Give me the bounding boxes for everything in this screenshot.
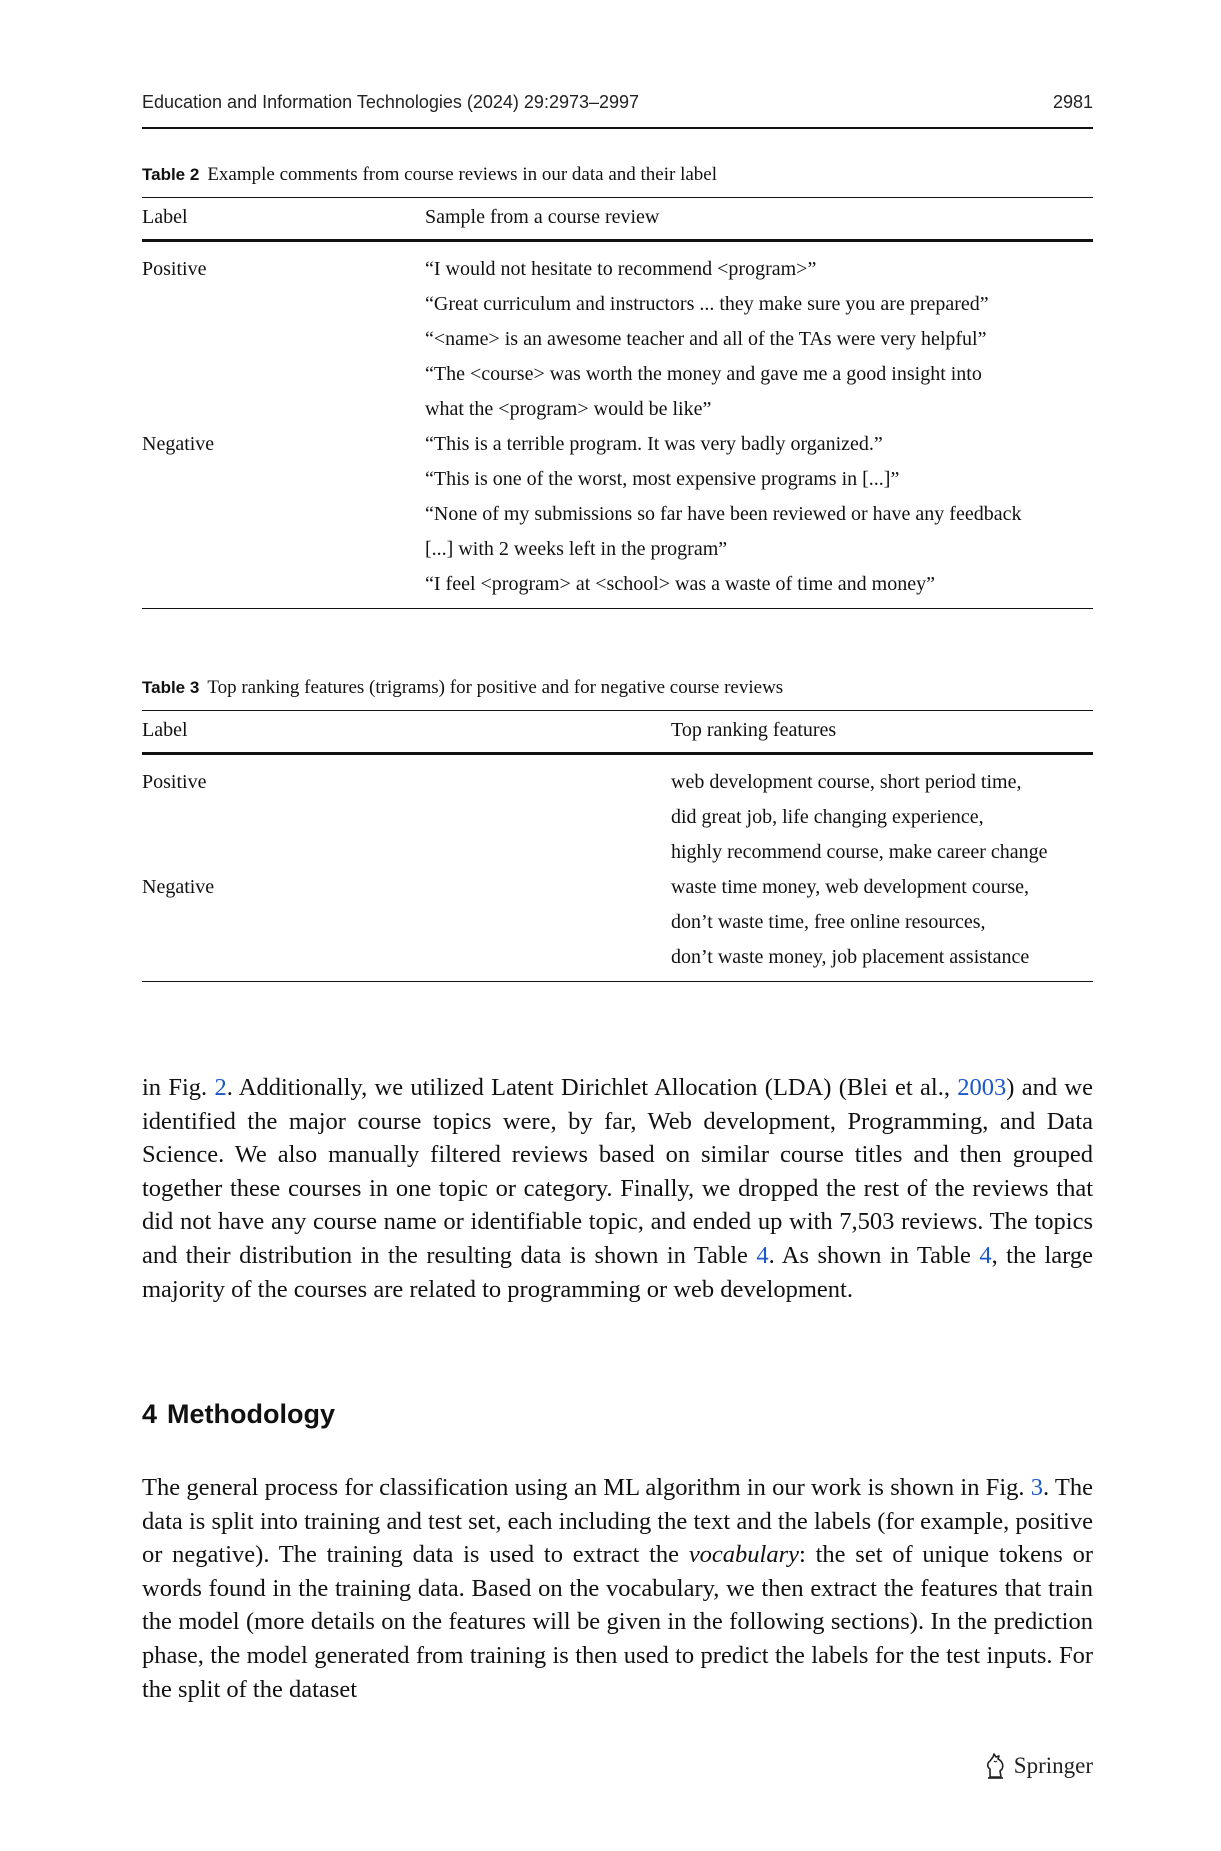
table-2-header-sample: Sample from a course review (425, 198, 1093, 241)
body-paragraph-1 (142, 1071, 1093, 1306)
table-row (142, 241, 1093, 428)
feature-line: don’t waste money, job placement assistance (671, 946, 1030, 968)
review-sample: “The <course> was worth the money and gave me a good insight into (425, 363, 982, 385)
table-3-caption (142, 676, 1093, 700)
publisher-logo (984, 1752, 1093, 1780)
text-run: in Fig. (142, 1074, 215, 1101)
review-sample: “None of my submissions so far have been reviewed or have any feedback (425, 503, 1022, 525)
table-2-caption-label: Table 2 (142, 165, 200, 184)
table-2-header-row (142, 198, 1093, 241)
review-sample: “Great curriculum and instructors ... they make sure you are prepared” (425, 293, 989, 315)
feature-line: web development course, short period time, (671, 771, 1022, 793)
table-4-link[interactable]: 4 (979, 1241, 992, 1269)
section-heading (142, 1399, 335, 1430)
table-row (142, 870, 1093, 982)
table-2-row-label: Positive (142, 258, 207, 280)
table-2-row-samples (425, 241, 1093, 428)
review-sample: what the <program> would be like” (425, 398, 712, 420)
table-3-row-features (671, 754, 1093, 871)
section-number: 4 (142, 1399, 158, 1429)
feature-line: highly recommend course, make career change (671, 841, 1048, 863)
table-2-grid (142, 197, 1093, 609)
table-row (142, 754, 1093, 871)
review-sample: “I would not hesitate to recommend <program>” (425, 258, 817, 280)
table-3-row-features (671, 870, 1093, 982)
table-3-header-features: Top ranking features (671, 711, 1093, 754)
text-run: . The data is split into training and test set, each including the text and the labels (for example, positive or negative). The training data is used to extract the (142, 1474, 1093, 1569)
table-3-caption-label: Table 3 (142, 678, 200, 697)
emphasized-term: vocabulary (688, 1541, 800, 1569)
table-4-link[interactable]: 4 (756, 1241, 769, 1269)
figure-2-link[interactable]: 2 (214, 1074, 227, 1101)
section-title: Methodology (167, 1399, 336, 1429)
table-2-row-label: Negative (142, 427, 425, 609)
header-rule (142, 127, 1093, 129)
feature-line: did great job, life changing experience, (671, 806, 984, 828)
table-3-grid (142, 710, 1093, 982)
table-2 (142, 163, 1093, 609)
review-sample: “<name> is an awesome teacher and all of the TAs were very helpful” (425, 328, 987, 350)
table-3-row-label: Negative (142, 870, 671, 982)
text-run: The general process for classification using an ML algorithm in our work is shown in Fig. (142, 1474, 1031, 1501)
journal-citation: Education and Information Technologies (2024) 29:2973–2997 (142, 92, 640, 112)
table-2-header-label: Label (142, 198, 425, 241)
review-sample: “This is one of the worst, most expensive programs in [...]” (425, 468, 900, 490)
review-sample: [...] with 2 weeks left in the program” (425, 538, 728, 560)
table-3-header-row (142, 711, 1093, 754)
running-head (142, 92, 1093, 113)
table-2-caption (142, 163, 1093, 187)
body-paragraph-2 (142, 1471, 1093, 1706)
figure-3-link[interactable]: 3 (1030, 1474, 1043, 1501)
citation-link-blei-2003[interactable]: 2003 (957, 1074, 1007, 1101)
publisher-name: Springer (1013, 1753, 1093, 1778)
text-run: . Additionally, we utilized Latent Dirichlet Allocation (LDA) (Blei et al., (226, 1074, 958, 1101)
table-3-header-label: Label (142, 711, 671, 754)
feature-line: don’t waste time, free online resources, (671, 911, 986, 933)
springer-horse-icon (984, 1752, 1008, 1780)
text-run: , the large majority of the courses are related to programming or web development. (142, 1241, 1094, 1303)
table-3-caption-text: Top ranking features (trigrams) for positive and for negative course reviews (207, 677, 784, 698)
text-run: : the set of unique tokens or words found in the training data. Based on the vocabulary, we then extract the features that train the model (more details on the features will be given in the following sections). In the prediction phase, the model generated from training is then used to predict the labels for the test inputs. For the split of the dataset (142, 1541, 1094, 1703)
text-run: ) and we identified the major course topics were, by far, Web development, Programming, and Data Science. We also manually filtered reviews based on similar course titles and then grouped together these courses in one topic or category. Finally, we dropped the rest of the reviews that did not have any course name or identifiable topic, and ended up with 7,503 reviews. The topics and their distribution in the resulting data is shown in Table (142, 1074, 1093, 1269)
review-sample: “I feel <program> at <school> was a waste of time and money” (425, 573, 935, 595)
table-3-row-label: Positive (142, 771, 207, 793)
table-2-row-samples (425, 427, 1093, 609)
text-run: . As shown in Table (768, 1241, 980, 1269)
review-sample: “This is a terrible program. It was very badly organized.” (425, 433, 883, 455)
table-3 (142, 676, 1093, 982)
feature-line: waste time money, web development course, (671, 876, 1030, 898)
table-row (142, 427, 1093, 609)
table-2-caption-text: Example comments from course reviews in our data and their label (207, 164, 717, 185)
page-number: 2981 (1052, 92, 1093, 112)
